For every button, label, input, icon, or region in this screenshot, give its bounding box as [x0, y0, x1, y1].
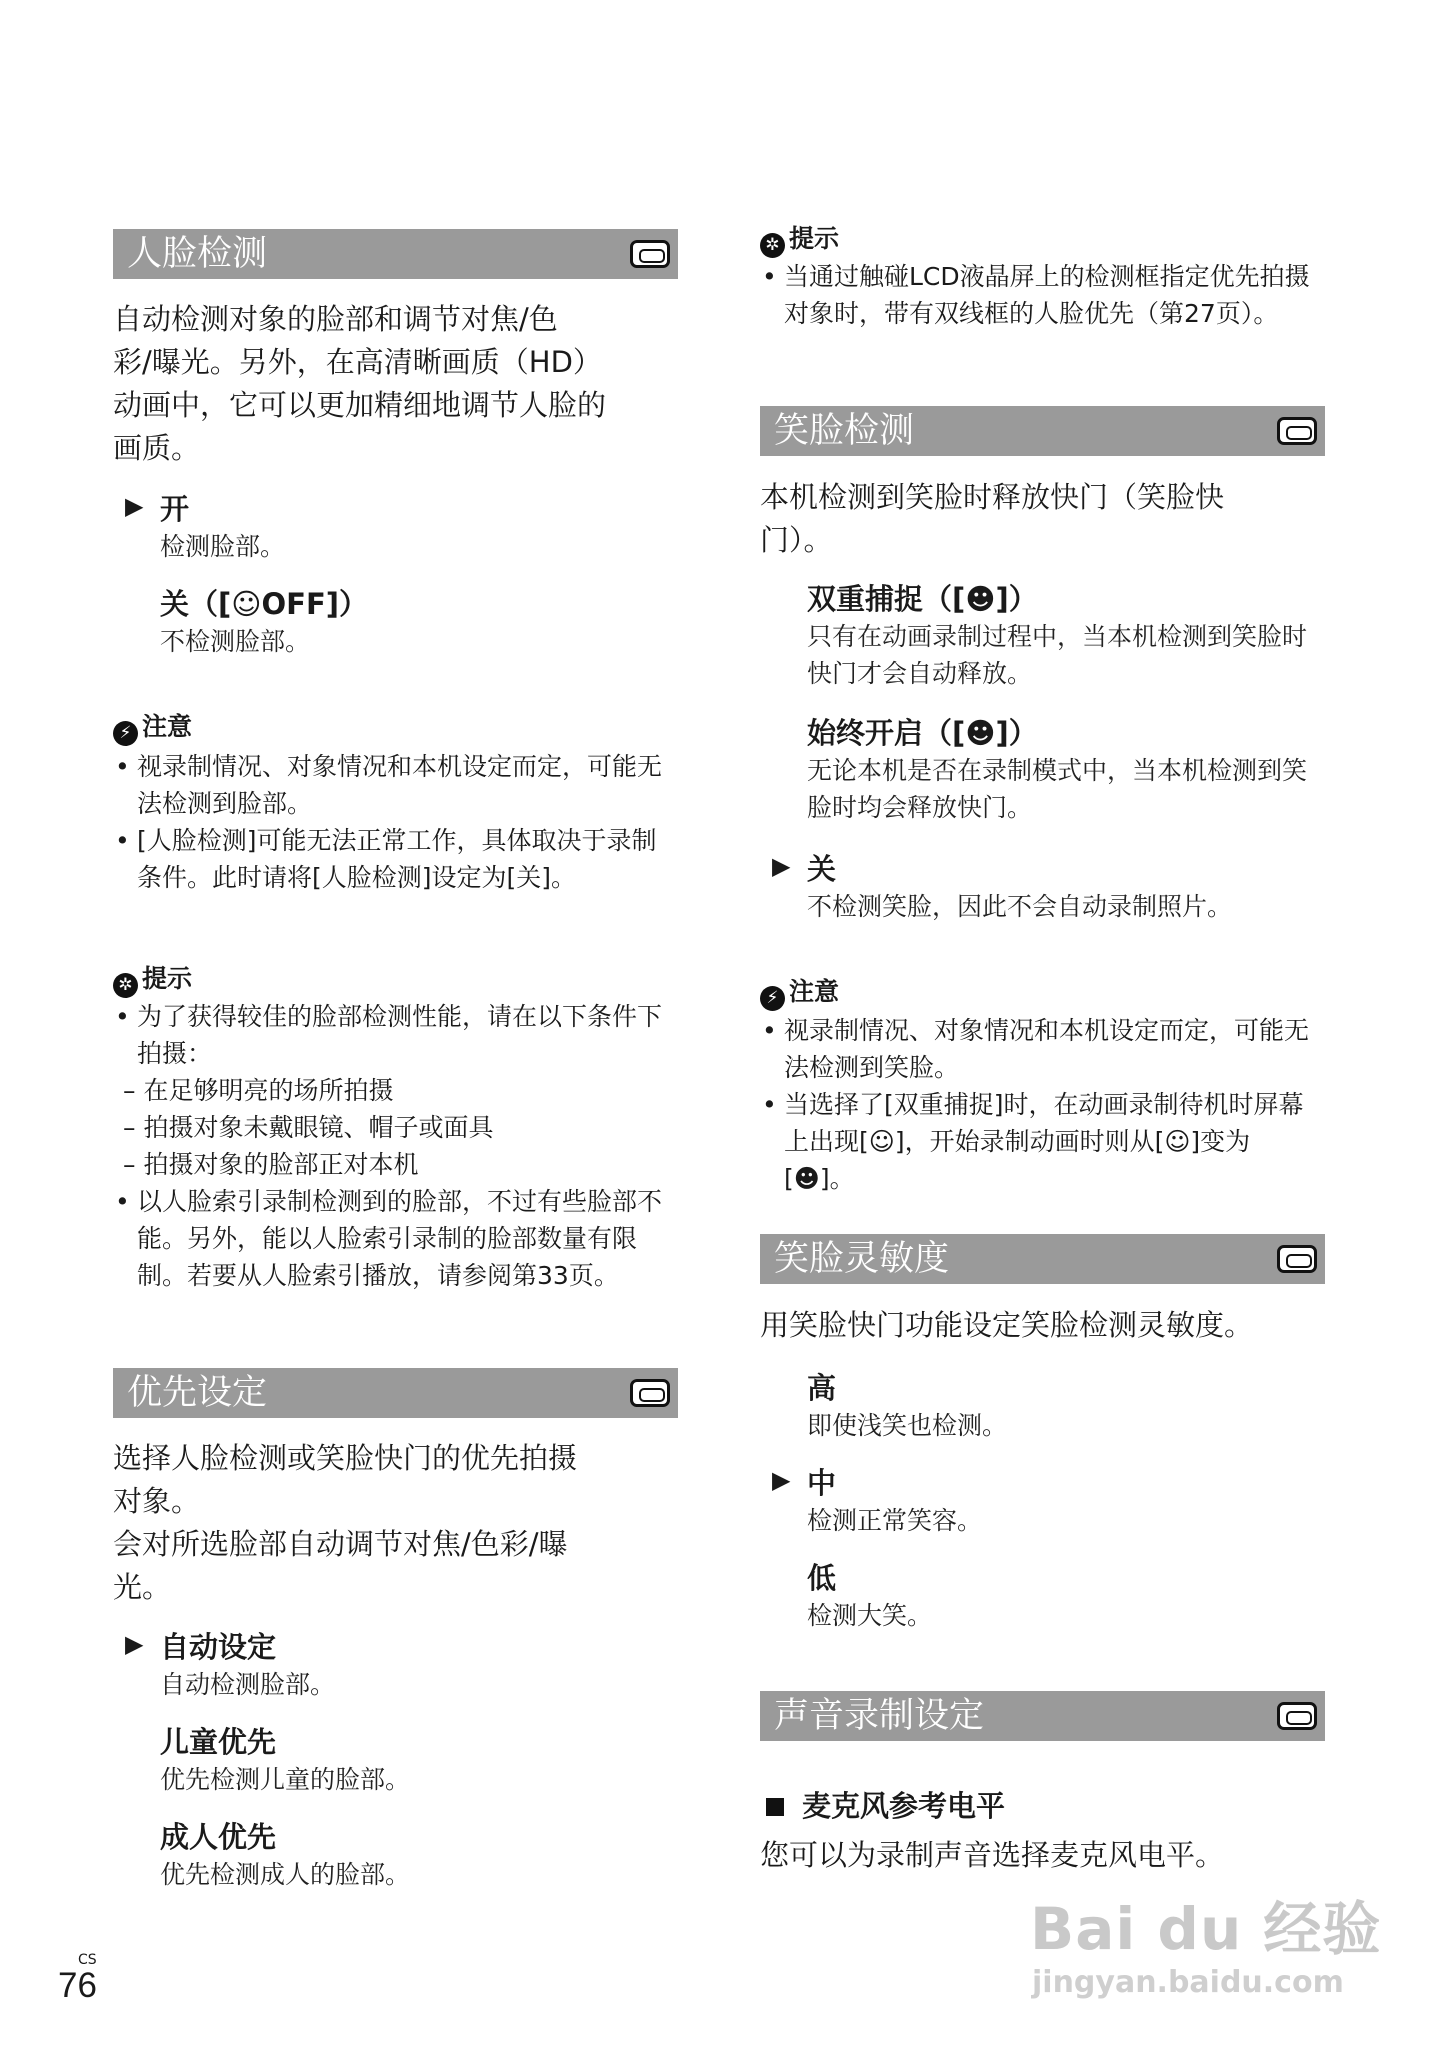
section-title: 笑脸灵敏度 [774, 1239, 950, 1279]
section-bar-face-detection [113, 229, 678, 279]
caution-heading: ⚡ 注意 [113, 710, 192, 746]
default-arrow-icon: ▶ [772, 852, 791, 880]
section-bar-smile-sensitivity [760, 1234, 1325, 1284]
caution-list [113, 748, 673, 896]
option-always-on: 始终开启（[☻]） 无论本机是否在录制模式中，当本机检测到笑脸时均会释放快门。 [807, 716, 1308, 822]
section-title: 笑脸检测 [774, 411, 915, 451]
list-item: • 以人脸索引录制检测到的脸部，不过有些脸部不能。另外，能以人脸索引录制的脸部数量有限制。若要从人脸索引播放，请参阅第33页。 [113, 1183, 673, 1294]
smile-detection-description: 本机检测到笑脸时释放快门（笑脸快 门）。 [760, 480, 1225, 557]
caution-heading: ⚡ 注意 [760, 975, 839, 1011]
list-item: • 视录制情况、对象情况和本机设定而定，可能无法检测到笑脸。 [760, 1012, 1320, 1086]
option-medium: ▶ 中 检测正常笑容。 [772, 1466, 983, 1535]
caution-list [760, 1012, 1320, 1197]
option-child-priority: 儿童优先 优先检测儿童的脸部。 [160, 1725, 411, 1794]
camera-mode-icon [1277, 417, 1317, 445]
lightbulb-icon: ✲ [113, 973, 138, 998]
option-on: ▶ 开 检测脸部。 [125, 492, 286, 561]
list-item: • 当选择了[双重捕捉]时，在动画录制待机时屏幕上出现[☺]，开始录制动画时则从[☺]变为[☻]。 [760, 1086, 1320, 1197]
camera-mode-icon [630, 240, 670, 268]
camera-mode-icon [1277, 1245, 1317, 1273]
mic-level-description: 您可以为录制声音选择麦克风电平。 [760, 1838, 1225, 1872]
lightbulb-icon: ✲ [760, 233, 785, 258]
watermark-logo: Bai du 经验 [1030, 1895, 1382, 1963]
list-item: – 拍摄对象的脸部正对本机 [123, 1150, 419, 1179]
list-item: • 为了获得较佳的脸部检测性能，请在以下条件下拍摄： [113, 998, 673, 1072]
square-bullet-icon [766, 1798, 784, 1816]
default-arrow-icon: ▶ [772, 1466, 791, 1494]
option-dual-capture: 双重捕捉（[☻]） 只有在动画录制过程中，当本机检测到笑脸时快门才会自动释放。 [807, 582, 1308, 688]
face-detection-description: 自动检测对象的脸部和调节对焦/色 彩/曝光。另外，在高清晰画质（HD） 动画中，它可以更加精细地调节人脸的 画质。 [113, 302, 607, 465]
smile-sensitivity-description: 用笑脸快门功能设定笑脸检测灵敏度。 [760, 1308, 1254, 1342]
mic-level-heading: 麦克风参考电平 [760, 1786, 1005, 1826]
tip-heading: ✲ 提示 [760, 222, 839, 258]
option-auto: ▶ 自动设定 自动检测脸部。 [125, 1630, 336, 1699]
default-arrow-icon: ▶ [125, 492, 144, 520]
caution-icon: ⚡ [113, 721, 138, 746]
option-smile-off: ▶ 关 不检测笑脸，因此不会自动录制照片。 [772, 852, 1233, 921]
option-adult-priority: 成人优先 优先检测成人的脸部。 [160, 1820, 411, 1889]
watermark-url: jingyan.baidu.com [1032, 1965, 1344, 2000]
section-title: 人脸检测 [127, 234, 268, 274]
option-off: 关（[☺OFF]） 不检测脸部。 [160, 587, 369, 656]
priority-description: 选择人脸检测或笑脸快门的优先拍摄 对象。 会对所选脸部自动调节对焦/色彩/曝 光。 [113, 1441, 578, 1604]
default-arrow-icon: ▶ [125, 1630, 144, 1658]
section-title: 声音录制设定 [774, 1696, 985, 1736]
list-item: – 拍摄对象未戴眼镜、帽子或面具 [123, 1113, 494, 1142]
section-bar-smile-detection [760, 406, 1325, 456]
tip-list [760, 258, 1320, 332]
page-language: CS [78, 1952, 97, 1968]
section-title: 优先设定 [127, 1373, 268, 1413]
section-bar-audio-rec [760, 1691, 1325, 1741]
option-high: 高 即使浅笑也检测。 [807, 1371, 1008, 1440]
option-low: 低 检测大笑。 [807, 1561, 933, 1630]
caution-icon: ⚡ [760, 986, 785, 1011]
camera-mode-icon [630, 1379, 670, 1407]
list-item: • [人脸检测]可能无法正常工作，具体取决于录制条件。此时请将[人脸检测]设定为[关]。 [113, 822, 673, 896]
section-bar-priority [113, 1368, 678, 1418]
list-item: – 在足够明亮的场所拍摄 [123, 1076, 394, 1105]
camera-mode-icon [1277, 1702, 1317, 1730]
list-item: • 当通过触碰LCD液晶屏上的检测框指定优先拍摄对象时，带有双线框的人脸优先（第27页）。 [760, 258, 1320, 332]
tip-heading: ✲ 提示 [113, 962, 192, 998]
list-item: • 视录制情况、对象情况和本机设定而定，可能无法检测到脸部。 [113, 748, 673, 822]
page-number: 76 [58, 1966, 97, 2005]
tip-list [113, 998, 673, 1294]
